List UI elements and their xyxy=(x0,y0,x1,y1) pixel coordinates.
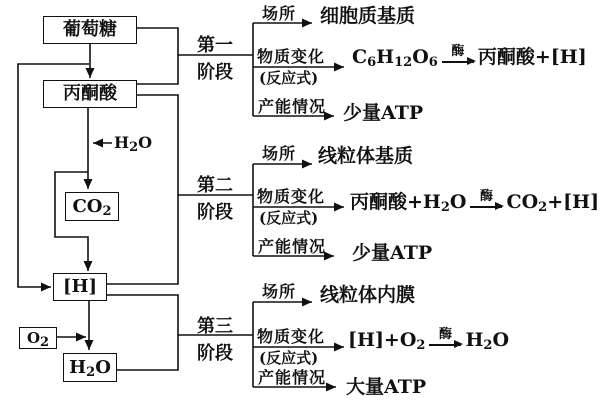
stage2-products: $CO_2+[H]$ xyxy=(506,191,600,215)
stage3-energy-label: 产能情况 xyxy=(258,368,327,387)
stage3-energy-value: 大量ATP xyxy=(346,376,427,398)
stage1-enzyme-arrow xyxy=(442,45,474,63)
pyruvate-label: 丙酮酸 xyxy=(63,83,117,104)
stage1-change-label: 物质变化 xyxy=(257,47,326,66)
stage1-reaction xyxy=(352,45,587,69)
right-arrow-icon xyxy=(429,344,461,346)
right-arrow-icon xyxy=(470,206,502,208)
stage1-products: 丙酮酸+[H] xyxy=(477,46,587,68)
o2-box xyxy=(19,327,57,349)
h-carrier-box xyxy=(53,273,107,301)
h2o-box xyxy=(63,353,117,382)
stage2-enzyme-arrow xyxy=(470,190,502,208)
stage3-num-bottom: 阶段 xyxy=(197,343,233,364)
stage3-reactants: $[H]+O_2$ xyxy=(348,329,426,353)
stage2-change-sub: (反应式) xyxy=(259,209,319,227)
stage2-site-value: 线粒体基质 xyxy=(318,145,414,167)
stage3-site-value: 线粒体内膜 xyxy=(320,284,416,306)
glucose-label: 葡萄糖 xyxy=(63,19,117,40)
bracket-stage1 xyxy=(137,28,178,84)
stage3-change-label: 物质变化 xyxy=(257,327,326,346)
stage1-change-sub: (反应式) xyxy=(259,69,319,87)
co2-box xyxy=(65,192,119,221)
stage1-enzyme-label: 酶 xyxy=(451,44,465,59)
co2-label: $CO_2$ xyxy=(72,195,112,219)
h2o-input-label: $H_2O$ xyxy=(114,133,153,155)
stage2-num-bottom: 阶段 xyxy=(197,202,233,223)
stage1-reactants: $C_6H_{12}O_6$ xyxy=(352,46,438,70)
stage1-num-bottom: 阶段 xyxy=(197,62,233,83)
stage1-num-top: 第一 xyxy=(197,35,233,56)
bracket-stage2 xyxy=(107,95,178,284)
stage3-change-sub: (反应式) xyxy=(259,349,319,367)
stage2-enzyme-label: 酶 xyxy=(479,189,493,204)
stage1-energy-value: 少量ATP xyxy=(343,102,424,124)
stage2-reactants: 丙酮酸$+H_2O$ xyxy=(350,191,467,215)
stage2-energy-value: 少量ATP xyxy=(352,242,433,264)
stage3-enzyme-label: 酶 xyxy=(438,327,452,342)
stage1-site-label: 场所 xyxy=(262,4,297,23)
pyruvate-box xyxy=(43,80,137,108)
stage2-energy-label: 产能情况 xyxy=(258,237,327,256)
stage2-reaction xyxy=(350,190,599,214)
bracket-stage3 xyxy=(107,295,178,370)
stage2-num-top: 第二 xyxy=(197,175,233,196)
o2-label: $O_2$ xyxy=(26,328,50,350)
stage3-enzyme-arrow xyxy=(429,328,461,346)
stage3-reaction xyxy=(348,328,509,352)
stage2-site-label: 场所 xyxy=(262,144,297,163)
glucose-box xyxy=(43,16,137,44)
stage2-change-label: 物质变化 xyxy=(257,187,326,206)
stage3-products: $H_2O$ xyxy=(465,329,510,353)
h2o-label: $H_2O$ xyxy=(69,356,111,380)
stage3-site-label: 场所 xyxy=(262,282,297,301)
stage1-site-value: 细胞质基质 xyxy=(320,5,416,27)
h-carrier-label: [H] xyxy=(62,276,98,297)
stage1-energy-label: 产能情况 xyxy=(258,97,327,116)
right-arrow-icon xyxy=(442,61,474,63)
stage3-num-top: 第三 xyxy=(197,316,233,337)
arrow-pyruvate-to-h xyxy=(55,172,88,271)
